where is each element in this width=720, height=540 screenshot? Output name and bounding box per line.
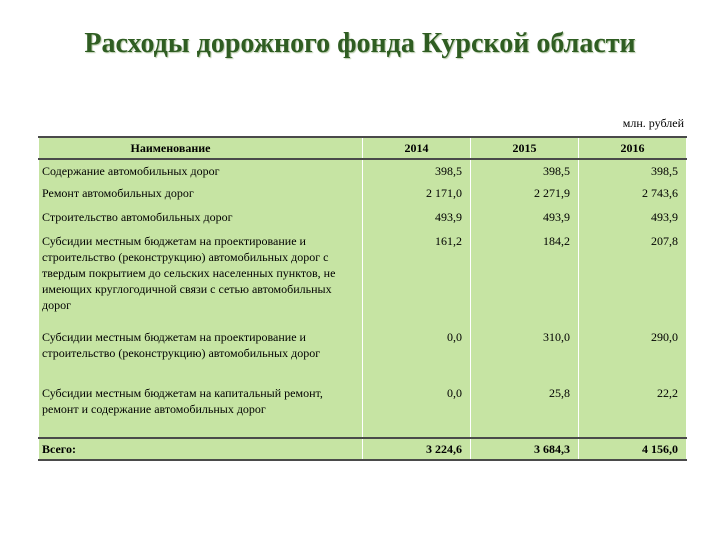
row-value-2015: 493,9 xyxy=(471,206,579,230)
row-value-2014: 161,2 xyxy=(363,230,471,326)
row-value-2016: 22,2 xyxy=(579,382,687,438)
row-value-2014: 0,0 xyxy=(363,326,471,382)
row-value-2015: 398,5 xyxy=(471,159,579,182)
row-value-2014: 2 171,0 xyxy=(363,182,471,206)
row-value-2016: 207,8 xyxy=(579,230,687,326)
row-value-2014: 493,9 xyxy=(363,206,471,230)
table-row xyxy=(39,159,687,182)
total-value-2016: 4 156,0 xyxy=(579,438,687,460)
table-row xyxy=(39,182,687,206)
row-name: Содержание автомобильных дорог xyxy=(39,159,363,182)
table-row xyxy=(39,326,687,382)
header-year-2016: 2016 xyxy=(579,137,687,159)
row-value-2015: 310,0 xyxy=(471,326,579,382)
row-value-2014: 398,5 xyxy=(363,159,471,182)
table-row xyxy=(39,382,687,438)
row-value-2016: 493,9 xyxy=(579,206,687,230)
header-year-2014: 2014 xyxy=(363,137,471,159)
row-name: Субсидии местным бюджетам на капитальный ремонт, ремонт и содержание автомобильных дорог xyxy=(39,382,363,438)
expenses-table xyxy=(38,136,687,461)
row-name: Субсидии местным бюджетам на проектирование и строительство (реконструкцию) автомобильных дорог xyxy=(39,326,363,382)
header-name: Наименование xyxy=(39,137,363,159)
header-row xyxy=(39,137,687,159)
unit-label: млн. рублей xyxy=(622,116,684,130)
header-year-2015: 2015 xyxy=(471,137,579,159)
row-value-2016: 398,5 xyxy=(579,159,687,182)
total-row xyxy=(39,438,687,460)
slide-title: Расходы дорожного фонда Курской области xyxy=(84,28,636,59)
row-name: Субсидии местным бюджетам на проектирование и строительство (реконструкцию) автомобильных дорог с твердым покрытием до сельских населенных пунктов, не имеющих круглогодичной связи с сетью автомобильных дорог xyxy=(39,230,363,326)
row-value-2015: 2 271,9 xyxy=(471,182,579,206)
row-name: Строительство автомобильных дорог xyxy=(39,206,363,230)
row-name: Ремонт автомобильных дорог xyxy=(39,182,363,206)
row-value-2016: 290,0 xyxy=(579,326,687,382)
table-row xyxy=(39,206,687,230)
row-value-2015: 25,8 xyxy=(471,382,579,438)
table-row xyxy=(39,230,687,326)
row-value-2016: 2 743,6 xyxy=(579,182,687,206)
row-value-2015: 184,2 xyxy=(471,230,579,326)
total-value-2014: 3 224,6 xyxy=(363,438,471,460)
total-name: Всего: xyxy=(39,438,363,460)
row-value-2014: 0,0 xyxy=(363,382,471,438)
total-value-2015: 3 684,3 xyxy=(471,438,579,460)
